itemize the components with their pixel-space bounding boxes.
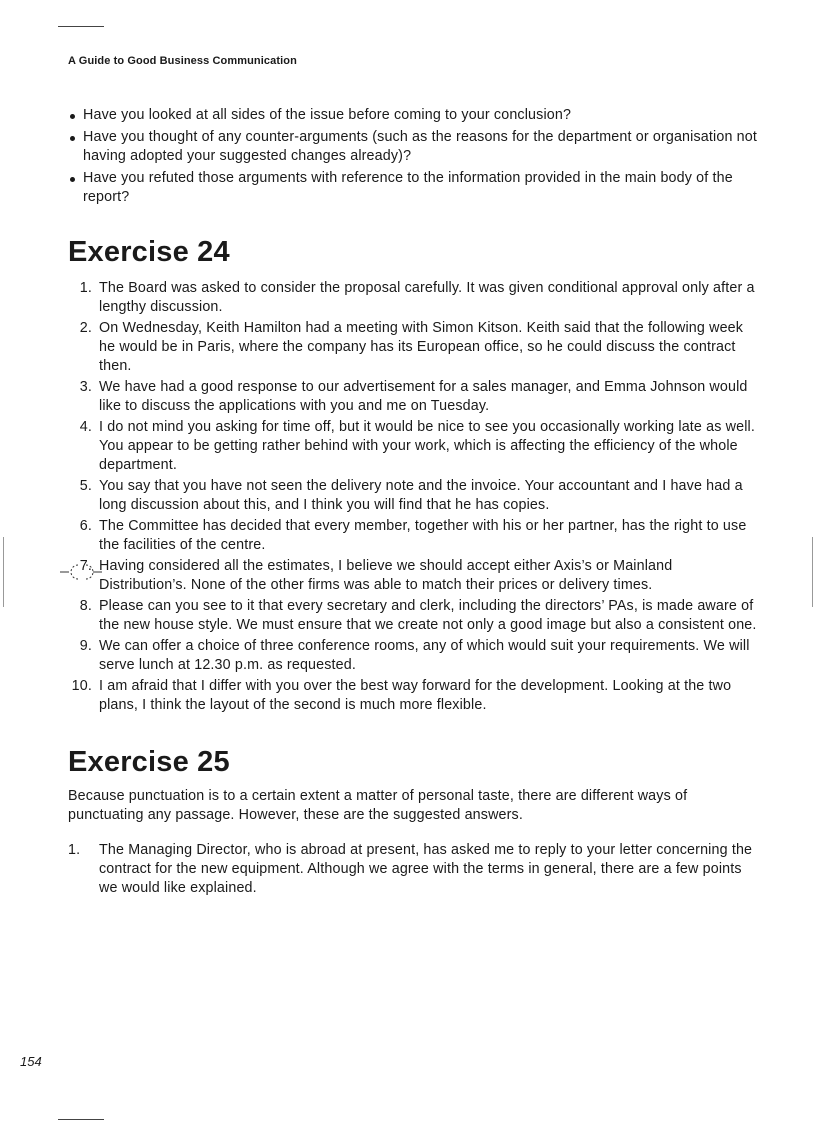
list-item bbox=[68, 841, 758, 898]
page-number: 154 bbox=[20, 1054, 42, 1069]
item-number: 3. bbox=[79, 379, 92, 395]
item-text: I am afraid that I differ with you over the best way forward for the development. Looking at the two plans, I think the layout of the second is much more flexible. bbox=[99, 678, 732, 713]
list-item bbox=[68, 279, 758, 317]
list-item bbox=[68, 557, 758, 595]
item-number: 1. bbox=[79, 280, 92, 296]
item-text: The Committee has decided that every member, together with his or her partner, has the right to use the facilities of the centre. bbox=[99, 518, 747, 553]
exercise-25-heading: Exercise 25 bbox=[68, 746, 230, 778]
item-text: You say that you have not seen the delivery note and the invoice. Your accountant and I have had a long discussion about this, and I think you will find that he has copies. bbox=[99, 478, 743, 513]
item-number: 6. bbox=[79, 518, 92, 534]
item-text: We can offer a choice of three conference rooms, any of which would suit your requirements. We will serve lunch at 12.30 p.m. as requested. bbox=[99, 638, 750, 673]
item-number: 10. bbox=[71, 678, 92, 694]
list-item bbox=[68, 477, 758, 515]
item-text: The Managing Director, who is abroad at present, has asked me to reply to your letter concerning the contract for the new equipment. Although we agree with the terms in general, there are a few points we would like explained. bbox=[99, 842, 753, 896]
list-item bbox=[68, 319, 758, 376]
list-item bbox=[68, 677, 758, 715]
item-text: The Board was asked to consider the proposal carefully. It was given conditional approval only after a lengthy discussion. bbox=[99, 280, 755, 315]
item-text: I do not mind you asking for time off, but it would be nice to see you occasionally working late as well. You appear to be getting rather behind with your work, which is affecting the efficiency of the whole department. bbox=[99, 419, 756, 473]
item-number: 4. bbox=[79, 419, 92, 435]
list-item bbox=[68, 418, 758, 475]
item-text: On Wednesday, Keith Hamilton had a meeting with Simon Kitson. Keith said that the following week he would be in Paris, where the company has its European office, so he could discuss the contract then. bbox=[99, 320, 744, 374]
list-item: Have you looked at all sides of the issue before coming to your conclusion? bbox=[68, 106, 758, 125]
item-text: Please can you see to it that every secretary and clerk, including the directors’ PAs, is made aware of the new house style. We must ensure that we create not only a good image but also a consistent one. bbox=[99, 598, 757, 633]
list-item bbox=[68, 517, 758, 555]
item-number: 5. bbox=[79, 478, 92, 494]
left-edge-mark bbox=[3, 537, 4, 607]
page-content bbox=[68, 106, 758, 900]
bottom-crop-mark bbox=[58, 1119, 104, 1120]
exercise-24-heading: Exercise 24 bbox=[68, 236, 230, 268]
list-item bbox=[68, 597, 758, 635]
item-number: 8. bbox=[79, 598, 92, 614]
exercise-25-intro: Because punctuation is to a certain extent a matter of personal taste, there are different ways of punctuating any passage. However, these are the suggested answers. bbox=[68, 788, 688, 823]
list-item: Have you refuted those arguments with reference to the information provided in the main body of the report? bbox=[68, 169, 758, 207]
item-text: We have had a good response to our advertisement for a sales manager, and Emma Johnson would like to discuss the applications with you and me on Tuesday. bbox=[99, 379, 748, 414]
bullet-list bbox=[68, 106, 758, 207]
item-number: 2. bbox=[79, 320, 92, 336]
list-item bbox=[68, 378, 758, 416]
right-edge-mark bbox=[812, 537, 813, 607]
item-text: Having considered all the estimates, I believe we should accept either Axis’s or Mainland Distribution’s. None of the other firms was able to match their prices or delivery times. bbox=[99, 558, 673, 593]
item-number: 7. bbox=[79, 558, 92, 574]
item-number: 9. bbox=[79, 638, 92, 654]
top-crop-mark bbox=[58, 26, 104, 27]
exercise-24-list bbox=[68, 279, 758, 715]
exercise-25-list bbox=[68, 841, 758, 898]
running-header: A Guide to Good Business Communication bbox=[68, 55, 297, 67]
item-number: 1. bbox=[68, 842, 81, 858]
list-item: Have you thought of any counter-arguments (such as the reasons for the department or organisation not having adopted your suggested changes already)? bbox=[68, 128, 758, 166]
list-item bbox=[68, 637, 758, 675]
